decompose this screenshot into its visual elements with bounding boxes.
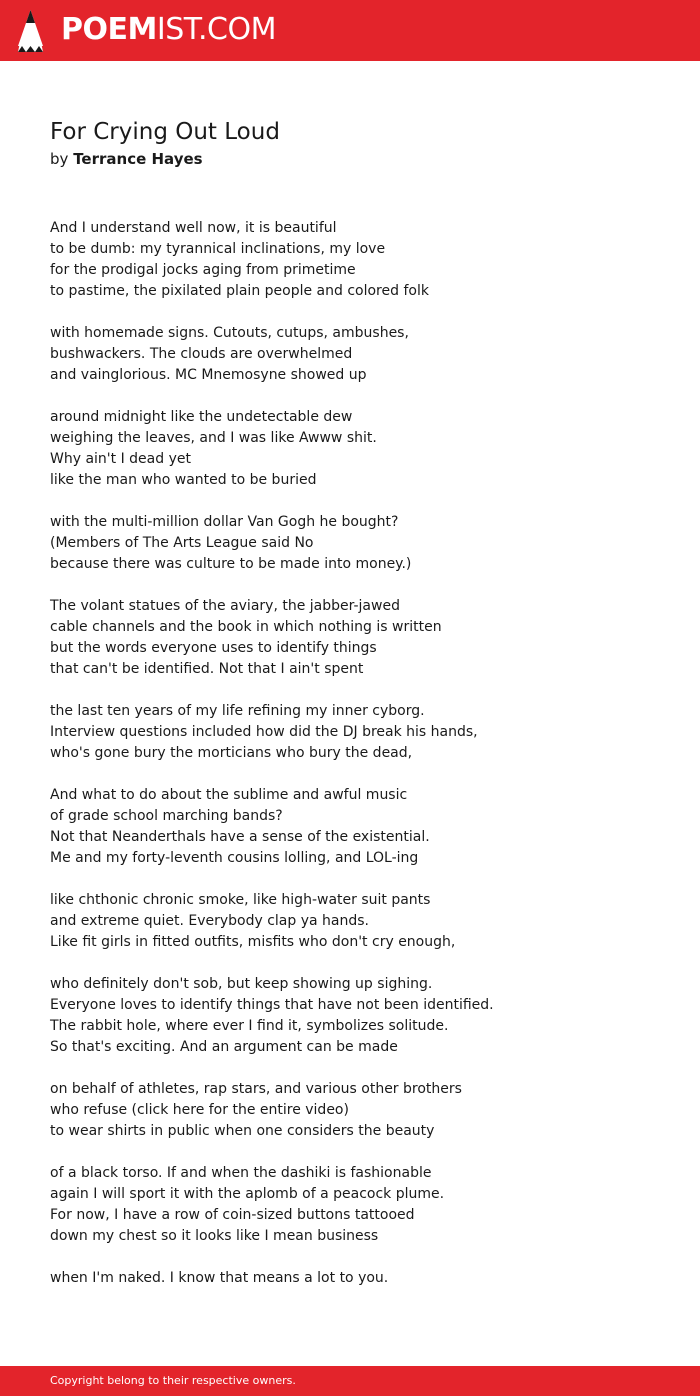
poem-stanza [50, 701, 650, 764]
poem-byline [50, 148, 203, 170]
poem-stanza [50, 323, 650, 386]
poem-line: Me and my forty-leventh cousins lolling, and LOL-ing [50, 850, 419, 866]
poem-line: like the man who wanted to be buried [50, 472, 317, 488]
poem-line: of a black torso. If and when the dashiki is fashionable [50, 1165, 432, 1181]
poem-line: with the multi-million dollar Van Gogh he bought? [50, 514, 399, 530]
by-label: by [50, 150, 69, 168]
site-logo[interactable] [61, 12, 276, 48]
poem-line: that can't be identified. Not that I ain't spent [50, 661, 364, 677]
poem-line: for the prodigal jocks aging from primetime [50, 262, 356, 278]
poem-title: For Crying Out Loud [50, 119, 280, 145]
poem-stanza [50, 785, 650, 869]
poem-line: The volant statues of the aviary, the jabber-jawed [50, 598, 400, 614]
poem-stanza [50, 218, 650, 302]
poem-stanza [50, 407, 650, 491]
poem-stanza [50, 596, 650, 680]
poem-line: Interview questions included how did the DJ break his hands, [50, 724, 478, 740]
poem-line: and extreme quiet. Everybody clap ya hands. [50, 913, 369, 929]
site-header [0, 0, 700, 61]
poem-stanza [50, 512, 650, 575]
logo-light-text: IST.COM [156, 12, 276, 47]
poem-line: when I'm naked. I know that means a lot to you. [50, 1270, 389, 1286]
poem-line: to be dumb: my tyrannical inclinations, my love [50, 241, 386, 257]
poem-line: and vainglorious. MC Mnemosyne showed up [50, 367, 367, 383]
poem-line: with homemade signs. Cutouts, cutups, ambushes, [50, 325, 409, 341]
poem-line: again I will sport it with the aplomb of a peacock plume. [50, 1186, 445, 1202]
poem-author: Terrance Hayes [73, 150, 203, 168]
poem-line: bushwackers. The clouds are overwhelmed [50, 346, 353, 362]
poem-line: the last ten years of my life refining my inner cyborg. [50, 703, 425, 719]
poem-body [50, 218, 650, 1310]
poem-line: So that's exciting. And an argument can be made [50, 1039, 398, 1055]
poem-line: because there was culture to be made into money.) [50, 556, 412, 572]
poem-stanza [50, 1163, 650, 1247]
poem-line: on behalf of athletes, rap stars, and various other brothers [50, 1081, 462, 1097]
poem-line: For now, I have a row of coin-sized buttons tattooed [50, 1207, 415, 1223]
poem-stanza [50, 1268, 650, 1289]
pencil-logo-icon[interactable] [18, 10, 43, 52]
poem-line: And I understand well now, it is beautiful [50, 220, 337, 236]
poem-line: to wear shirts in public when one considers the beauty [50, 1123, 435, 1139]
poem-line: but the words everyone uses to identify things [50, 640, 377, 656]
poem-line: down my chest so it looks like I mean business [50, 1228, 379, 1244]
poem-line: around midnight like the undetectable dew [50, 409, 353, 425]
poem-line: who refuse (click here for the entire video) [50, 1102, 349, 1118]
poem-line: (Members of The Arts League said No [50, 535, 314, 551]
poem-stanza [50, 1079, 650, 1142]
poem-line: who's gone bury the morticians who bury the dead, [50, 745, 413, 761]
poem-line: of grade school marching bands? [50, 808, 283, 824]
poem-line: like chthonic chronic smoke, like high-water suit pants [50, 892, 431, 908]
copyright-notice: Copyright belong to their respective owners. [50, 1374, 296, 1387]
poem-stanza [50, 890, 650, 953]
poem-line: Everyone loves to identify things that have not been identified. [50, 997, 494, 1013]
poem-line: And what to do about the sublime and awful music [50, 787, 408, 803]
poem-stanza [50, 974, 650, 1058]
site-footer [0, 1366, 700, 1396]
poem-line: to pastime, the pixilated plain people and colored folk [50, 283, 429, 299]
poem-line: weighing the leaves, and I was like Awww shit. [50, 430, 377, 446]
poem-line: Why ain't I dead yet [50, 451, 191, 467]
poem-line: Like fit girls in fitted outfits, misfits who don't cry enough, [50, 934, 456, 950]
logo-bold-text: POEM [61, 12, 157, 47]
poem-line: The rabbit hole, where ever I find it, symbolizes solitude. [50, 1018, 449, 1034]
poem-line: Not that Neanderthals have a sense of the existential. [50, 829, 430, 845]
poem-line: who definitely don't sob, but keep showing up sighing. [50, 976, 433, 992]
poem-line: cable channels and the book in which nothing is written [50, 619, 442, 635]
